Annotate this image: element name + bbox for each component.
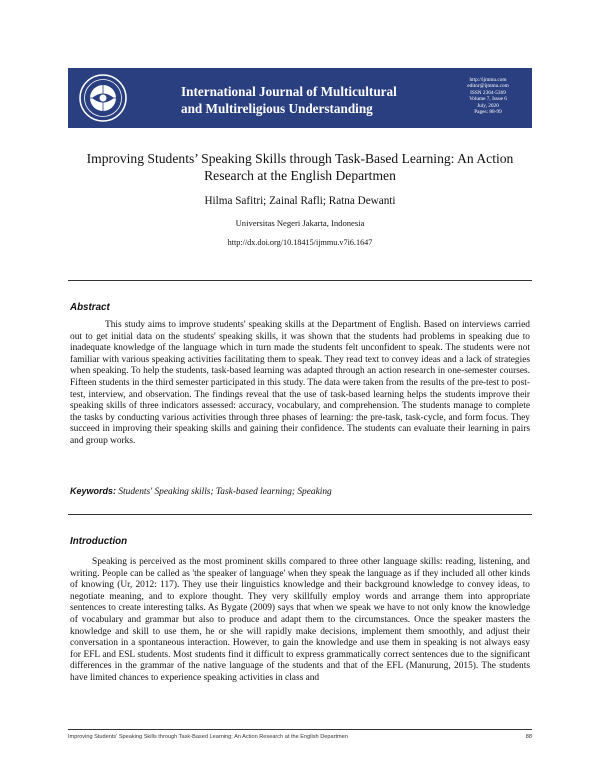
journal-meta [453, 77, 523, 115]
journal-pages: Pages: 88-99 [474, 109, 502, 116]
keywords-label: Keywords: [70, 486, 117, 496]
journal-title: International Journal of Multicultural and Multireligious Understanding [181, 84, 397, 116]
journal-url[interactable]: http://ijmmu.com [469, 77, 507, 83]
paper-authors: Hilma Safitri; Zainal Rafli; Ratna Dewanti [204, 195, 396, 207]
footer-running-title: Improving Students' Speaking Skills through Task-Based Learning: An Action Research at the English Departmen [68, 734, 348, 740]
journal-logo-icon [78, 73, 128, 123]
footer-divider [68, 729, 532, 730]
keywords [70, 486, 530, 497]
journal-volume: Volume 7, Issue 6 [469, 96, 507, 103]
paper-doi-link[interactable]: http://dx.doi.org/10.18415/ijmmu.v7i6.1647 [227, 238, 373, 247]
introduction-heading: Introduction [70, 536, 128, 547]
page-footer [68, 734, 532, 740]
journal-banner [68, 68, 532, 128]
keywords-text: Students' Speaking skills; Task-based learning; Speaking [118, 487, 332, 497]
abstract-heading: Abstract [70, 302, 110, 313]
paper-affiliation: Universitas Negeri Jakarta, Indonesia [235, 218, 365, 228]
keywords-divider [68, 514, 532, 515]
abstract-text: This study aims to improve students' speaking skills at the Department of English. Based on interviews carried out to get initial data on the students' speaking skills, it was shown that the students had problems in speaking due to inadequate knowledge of the language which in turn made the students felt unconfident to speak. The students were not familiar with various speaking activities facilitating them to speak. They read text to convey ideas and a lack of strategies when speaking. To help the students, task-based learning was adapted through an action research in one-semester courses. Fifteen students in the third semester participated in this study. The data were taken from the results of the pre-test to post-test, interview, and observation. The findings reveal that the use of task-based learning helps the students improve their speaking skills of three indicators assessed: accuracy, vocabulary, and comprehension. The students manage to complete the tasks by conducting various activities through three phases of learning: the pre-task, task-cycle, and form focus. They succeed in improving their speaking skills and gaining their confidence. The students can evaluate their learning in pairs and group works. [70, 320, 530, 446]
paper-title: Improving Students’ Speaking Skills through Task-Based Learning: An Action Research at the English Departmen [86, 151, 514, 183]
top-divider [68, 280, 532, 281]
journal-issn: ISSN 2364-5369 [470, 89, 506, 96]
introduction-text: Speaking is perceived as the most prominent skills compared to three other language skills: reading, listening, and writing. People can be called as 'the speaker of language' when they speak the language as if they included all other kinds of knowing (Ur, 2012: 117). They use their linguistics knowledge and their background knowledge to convey ideas, to negotiate meaning, and to explore thought. They very skillfully employ words and arrange them into appropriate sentences to create interesting talks. As Bygate (2009) says that when we speak we have to not only know the knowledge of vocabulary and grammar but also to produce and adapt them to the circumstances. Once the speaker masters the knowledge and skill to use them, he or she will rapidly make decisions, implement them smoothly, and adjust their conversation in a spontaneous interaction. However, to gain the knowledge and use them in speaking is not always easy for EFL and ESL students. Most students find it difficult to express grammatically correct sentences due to the significant differences in the grammar of the native language of the students and that of the EFL (Manurung, 2015). The students have limited chances to experience speaking activities in class and [70, 557, 530, 683]
journal-date: July, 2020 [477, 102, 499, 109]
journal-email[interactable]: editor@ijmmu.com [467, 83, 509, 90]
page-number: 88 [525, 734, 532, 740]
